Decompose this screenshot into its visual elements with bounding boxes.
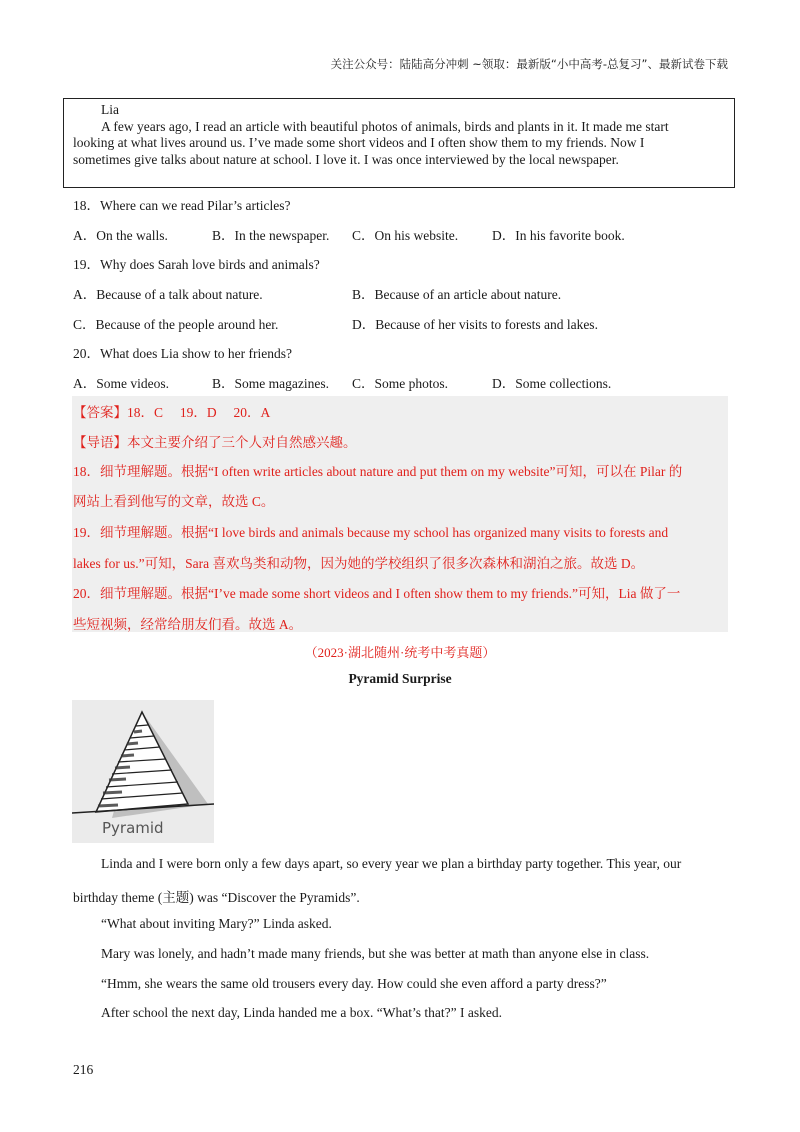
explanation-18-line-2: 网站上看到他写的文章，故选 C。 bbox=[73, 494, 275, 509]
story-paragraph-2: “What about inviting Mary?” Linda asked. bbox=[101, 916, 332, 931]
q18-option-c: C．On his website. bbox=[352, 228, 459, 243]
q19-option-a: A．Because of a talk about nature. bbox=[73, 287, 263, 302]
lia-text-box bbox=[63, 98, 735, 188]
answer-guide: 【导语】本文主要介绍了三个人对自然感兴趣。 bbox=[73, 435, 357, 450]
box-line-3: sometimes give talks about nature at school. I love it. I was once interviewed by the local newspaper. bbox=[73, 151, 619, 167]
q19-option-c: C．Because of the people around her. bbox=[73, 317, 279, 332]
exam-source: （2023·湖北随州·统考中考真题） bbox=[304, 645, 496, 660]
story-paragraph-5: After school the next day, Linda handed me a box. “What’s that?” I asked. bbox=[101, 1005, 502, 1020]
q20-option-c: C．Some photos. bbox=[352, 376, 449, 391]
page-number: 216 bbox=[73, 1062, 94, 1077]
question-19-stem: 19．Why does Sarah love birds and animals? bbox=[73, 257, 320, 272]
story-paragraph-3: Mary was lonely, and hadn’t made many friends, but she was better at math than anyone else in class. bbox=[101, 946, 650, 961]
question-18-stem: 18．Where can we read Pilar’s articles? bbox=[73, 198, 291, 213]
explanation-18-line-1: 18．细节理解题。根据“I often write articles about nature and put them on my website”可知，可以在 Pilar 的 bbox=[73, 464, 683, 479]
answer-key: 【答案】18．C 19．D 20．A bbox=[73, 405, 271, 420]
story-paragraph-4: “Hmm, she wears the same old trousers every day. How could she even afford a party dress?” bbox=[101, 976, 607, 991]
q18-option-b: B．In the newspaper. bbox=[212, 228, 330, 243]
q18-option-a: A．On the walls. bbox=[73, 228, 168, 243]
box-line-1: A few years ago, I read an article with beautiful photos of animals, birds and plants in it. It made me start bbox=[101, 118, 669, 134]
explanation-20-line-2: 些短视频，经常给朋友们看。故选 A。 bbox=[73, 617, 303, 632]
box-line-2: looking at what lives around us. I’ve made some short videos and I often show them to my friends. Now I bbox=[73, 135, 645, 150]
q19-option-b: B．Because of an article about nature. bbox=[352, 287, 562, 302]
q20-option-a: A．Some videos. bbox=[73, 376, 169, 391]
story-paragraph-1-line-2: birthday theme (主题) was “Discover the Pyramids”. bbox=[73, 890, 360, 905]
q20-option-b: B．Some magazines. bbox=[212, 376, 329, 391]
explanation-19-line-1: 19．细节理解题。根据“I love birds and animals because my school has organized many visits to forests and bbox=[73, 525, 669, 540]
q20-option-d: D．Some collections. bbox=[492, 376, 612, 391]
passage-title: Pyramid Surprise bbox=[348, 671, 452, 686]
explanation-20-line-1: 20．细节理解题。根据“I’ve made some short videos and I often show them to my friends.”可知，Lia 做了一 bbox=[73, 586, 681, 601]
q19-option-d: D．Because of her visits to forests and lakes. bbox=[352, 317, 598, 332]
story-paragraph-1-line-1: Linda and I were born only a few days apart, so every year we plan a birthday party together. This year, our bbox=[101, 856, 682, 871]
pyramid-caption: Pyramid bbox=[102, 819, 164, 837]
q18-option-d: D．In his favorite book. bbox=[492, 228, 625, 243]
page-header: 关注公众号：陆陆高分冲刺 ~领取：最新版“小中高考-总复习”、最新试卷下载 bbox=[330, 57, 728, 71]
question-20-stem: 20．What does Lia show to her friends? bbox=[73, 346, 292, 361]
explanation-19-line-2: lakes for us.”可知，Sara 喜欢鸟类和动物，因为她的学校组织了很多次森林和湖泊之旅。故选 D。 bbox=[73, 556, 645, 571]
box-name: Lia bbox=[101, 102, 119, 117]
